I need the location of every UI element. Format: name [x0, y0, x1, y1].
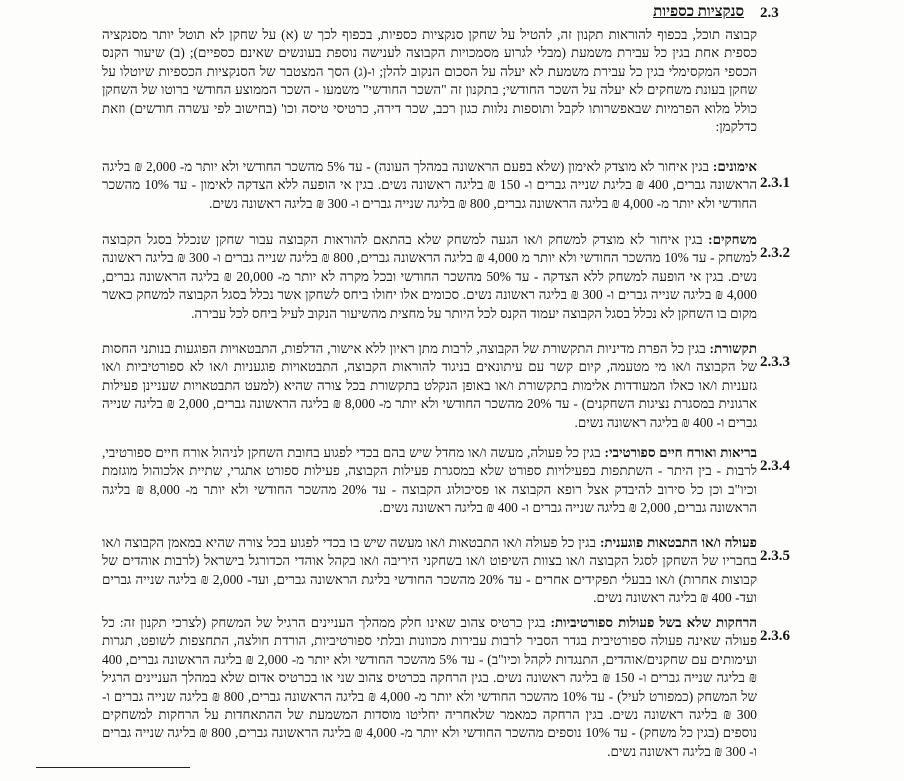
- subsection-lead: אימונים:: [712, 159, 758, 174]
- subsection-number: 2.3.2: [760, 245, 790, 261]
- subsection-number: 2.3.1: [760, 175, 790, 191]
- subsection-number: 2.3.6: [760, 628, 790, 644]
- footnote-separator: [36, 767, 190, 768]
- subsection-text: בגין כל פעולה, מעשה ו/או מחדל שיש בהם בכדי לפגוע בחובת השחקן לניהול אורח חיים ספורטיבי, לרבות - בין היתר - השתתפות בפעילויות ספורט שלא במסגרת פעילות הקבוצה, פעילות ספורט אתגרי, שתיית אלכוהול מוגזמת וכיו"ב וכן כל סירוב להיבדק אצל רופא הקבוצה או פסיכולוג הקבוצה - עד 20% מהשכר החודשי ולא יותר מ- 8,000 ₪ בליגה הראשונה גברים, 2,000 ₪ בליגה שנייה גברים ו- 400 ₪ בליגה ראשונה נשים.: [102, 445, 757, 516]
- subsection-number: 2.3.5: [760, 548, 790, 564]
- subsection-lead: תקשורת:: [709, 341, 757, 356]
- subsection-number: 2.3.3: [760, 354, 790, 370]
- subsection-2-3-4: [102, 444, 757, 518]
- subsection-text: בגין כרטיס צהוב שאינו חלק ממהלך העניינים הרגיל של המשחק (לצרכי תקנון זה: כל פעולה שאינה פעולה ספורטיבית בגדר הסביר לרבות עבירות מכוונות ובלתי ספורטיביות, הורדת חולצה, התחצפות לשופט, תגרות ועימותים עם שחקנים/אוהדים, התנגדות לקהל וכיו"ב) - עד 5% מהשכר החודשי ולא יותר מ- 2,000 ₪ בליגה הראשונה גברים, 400 ₪ בליגה שנייה גברים ו- 150 ₪ בליגה ראשונה נשים. בגין הרחקה בכרטיס צהוב שני או בכרטיס אדום שלא במהלך העניינים הרגיל של המשחק (כמפורט לעיל) - עד 10% מהשכר החודשי ולא יותר מ- 4,000 ₪ בליגה הראשונה גברים, 800 ₪ בליגה שנייה גברים ו- 300 ₪ בליגה ראשונה נשים. בגין הרחקה כמאמר שלאחריה יחליטו מוסדות המשמעת של ההתאחדות על הרחקות למשחקים נוספים (בגין כל משחק) - עד 10% נוספים מהשכר החודשי ולא יותר מ- 4,000 ₪ בליגה הראשונה גברים, 800 ₪ בליגה שנייה גברים ו- 300 ₪ בליגה ראשונה נשים.: [102, 615, 757, 759]
- subsection-2-3-1: [102, 158, 757, 213]
- subsection-2-3-2: [102, 231, 757, 323]
- subsection-2-3-6: [102, 614, 757, 761]
- subsection-lead: הרחקות שלא בשל פעולות ספורטיביות:: [550, 615, 757, 630]
- subsection-text: בגין איחור לא מוצדק למשחק ו/או הגעה למשחק שלא בהתאם להוראות הקבוצה עבור שחקן שנכלל בסגל הקבוצה למשחק - עד 10% מהשכר החודשי ולא יותר מ 4,000 ₪ בליגה הראשונה גברים, 800 ₪ בליגה שנייה גברים ו- 300 ₪ בליגה ראשונה נשים. בגין אי הופעה למשחק ללא הצדקה - עד 50% מהשכר החודשי ובכל מקרה לא יותר מ- 20,000 ₪ בליגה הראשונה גברים, 4,000 ₪ בליגה שנייה גברים ו- 300 ₪ בליגה ראשונה נשים. סכומים אלו יחולו ביחס לשחקן אשר נכלל בסגל הקבוצה למשחק כאשר מקום בו השחקן לא נכלל בסגל הקבוצה יעמוד הקנס לכל היותר על מחצית מהשיעור הנקוב לעיל ביחס לכל עבירה.: [102, 232, 757, 321]
- section-title: סנקציות כספיות: [653, 4, 744, 20]
- subsection-number: 2.3.4: [760, 458, 790, 474]
- section-body-text: קבוצה תוכל, בכפוף להוראות תקנון זה, להטיל על שחקן סנקציות כספיות, בכפוף לכך ש (א) על שחקן לא תוטל יותר מסנקציה כספית אחת בגין כל עבירת משמעת (מבלי לגרוע מסמכויות הקבוצה לענישה נוספת בעונשים שאינם כספיים); (ב) שיעור הקנס הכספי המקסימלי בגין כל עבירת משמעת לא יעלה על הסכום הנקוב להלן; ו-(ג) הסך המצטבר של הסנקציות הכספיות שיוטלו על שחקן בעונת משחקים לא יעלה על השכר החודשי; בתקנון זה "השכר החודשי" משמעו - השכר הממוצע החודשי ברוטו של השחקן כולל מלוא הפרמיות שבאפשרותו לקבל ותוספות נלוות כגון רכב, שכר דירה, כרטיסי טיסה וכו' (בחישוב לפי עשרה חודשים) וזאת כדלקמן:: [102, 27, 757, 135]
- subsection-lead: פעולה ו/או התבטאות פוגענית:: [599, 535, 757, 550]
- section-number: 2.3: [760, 5, 779, 21]
- subsection-2-3-3: [102, 340, 757, 432]
- subsection-lead: בריאות ואורח חיים ספורטיבי:: [604, 445, 757, 460]
- subsection-text: בגין כל פעולה ו/או התבטאות ו/או מעשה שיש בו בכדי לפגוע בכל צורה שהיא במאמן הקבוצה ו/או בחבריו של השחקן לסגל הקבוצה ו/או בצוות השיפוט ו/או בשחקני היריבה ו/או בקהל אוהדי הכדורגל בישראל (לרבות אוהדים של קבוצות אחרות) ו/או בבעלי תפקידים אחרים - עד 20% מהשכר החודשי בליגת הראשונה גברים, ועד- 2,000 ₪ בליגה שנייה גברים ועד- 400 ₪ בליגה ראשונה נשים.: [102, 535, 757, 606]
- subsection-lead: משחקים:: [708, 232, 757, 247]
- section-body: [102, 26, 757, 136]
- subsection-text: בגין איחור לא מוצדק לאימון (שלא בפעם הראשונה במהלך העונה) - עד 5% מהשכר החודשי ולא יותר מ- 2,000 ₪ בליגה הראשונה גברים, 400 ₪ בליגת שנייה גברים ו- 150 ₪ בליגה ראשונה נשים. בגין אי הופעה ללא הצדקה לאימון - עד 10% מהשכר החודשי ולא יותר מ- 4,000 ₪ בליגה הראשונה גברים, 800 ₪ בליגה שנייה גברים ו- 300 ₪ בליגה ראשונה נשים.: [102, 159, 758, 211]
- subsection-2-3-5: [102, 534, 757, 608]
- subsection-text: בגין כל הפרת מדיניות התקשורת של הקבוצה, לרבות מתן ראיון ללא אישור, הדלפות, התבטאויות הפוגעות בנותני החסות של הקבוצה ו/או מי מטעמה, קיום קשר עם עיתונאים בניגוד להוראות הקבוצה, התבטאויות פוגעניות ו/או לא ספורטיביות ו/או גזעניות ו/או כאלו המעודדות אלימות בתקשורת ו/או באופן הנקלט בתקשורת בכל צורה שהיא (למעט התבטאויות שעניינן פעילות ארגונית במסגרת נציגות השחקנים) - עד 20% מהשכר החודשי ולא יותר מ- 8,000 ₪ בליגה הראשונה גברים, 2,000 ₪ בליגה שנייה גברים ו- 400 ₪ בליגה ראשונה נשים.: [102, 341, 758, 430]
